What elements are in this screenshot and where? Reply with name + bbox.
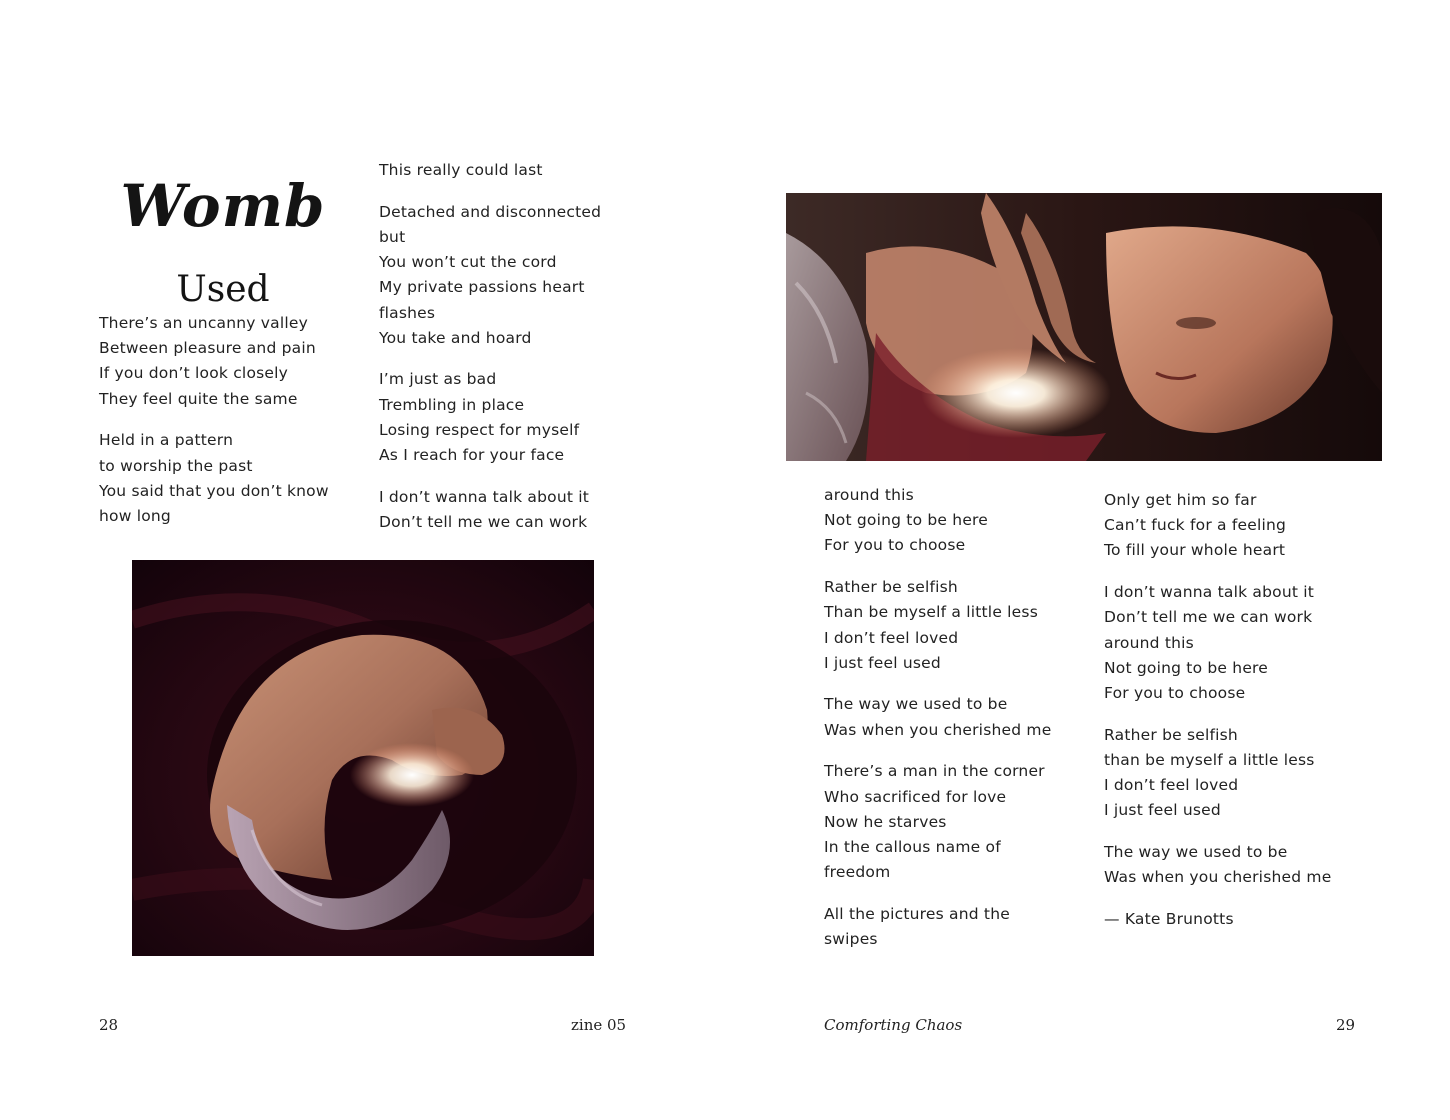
poem-stanza — [379, 485, 639, 535]
poem-stanza — [824, 759, 1084, 885]
poem-line: Trembling in place — [379, 395, 525, 414]
poem-line: Losing respect for myself — [379, 420, 580, 439]
poem-line: I just feel used — [824, 653, 941, 672]
page-number-left: 28 — [99, 1016, 119, 1034]
poem-line: I just feel used — [1104, 801, 1221, 820]
poem-stanza — [379, 200, 639, 351]
poem-stanza — [379, 367, 639, 468]
poem-line: There’s an uncanny valley — [99, 314, 308, 332]
poem-line: For you to choose — [824, 536, 966, 555]
poem-line: You take and hoard — [379, 328, 532, 347]
poem-line: Was when you cherished me — [824, 720, 1052, 739]
poem-line: Rather be selfish — [1104, 725, 1238, 744]
poem-stanza — [824, 692, 1084, 742]
poem-line: This really could last — [379, 161, 543, 179]
poem-line: Now he starves — [824, 812, 947, 831]
poem-line: You said that you don’t know — [99, 481, 329, 500]
poem-column-3 — [824, 483, 1084, 952]
page-number-right: 29 — [1336, 1016, 1356, 1034]
poem-stanza — [379, 158, 639, 183]
poem-stanza — [99, 428, 359, 529]
poem-line: than be myself a little less — [1104, 750, 1315, 769]
poem-line: Not going to be here — [824, 511, 989, 530]
poem-line: You won’t cut the cord — [379, 253, 557, 272]
poem-stanza — [1104, 580, 1364, 706]
poem-line: Between pleasure and pain — [99, 339, 316, 358]
poem-line: The way we used to be — [824, 695, 1008, 714]
poem-line: They feel quite the same — [99, 389, 298, 408]
poem-line: but — [379, 227, 406, 246]
poem-line: For you to choose — [1104, 683, 1246, 702]
poem-line: Detached and disconnected — [379, 202, 602, 221]
poem-line: To fill your whole heart — [1104, 541, 1286, 560]
poem-column-1 — [99, 311, 359, 529]
poem-line: I’m just as bad — [379, 370, 497, 389]
poem-line: Rather be selfish — [824, 578, 958, 597]
poem-line: There’s a man in the corner — [824, 762, 1045, 781]
poem-line: I don’t wanna talk about it — [1104, 583, 1315, 602]
face-closeup-photo — [786, 193, 1382, 461]
poem-stanza — [824, 483, 1084, 559]
poem-line: around this — [824, 486, 914, 504]
poem-stanza — [1104, 840, 1364, 890]
poem-line: Held in a pattern — [99, 431, 234, 450]
poem-line: — Kate Brunotts — [1104, 909, 1234, 928]
poem-title: Used — [176, 269, 270, 310]
poem-line: If you don’t look closely — [99, 364, 289, 383]
curled-figure-photo — [132, 560, 594, 956]
poem-line: Who sacrificed for love — [824, 787, 1007, 806]
poem-line: As I reach for your face — [379, 446, 565, 465]
poem-line: flashes — [379, 303, 436, 322]
poem-stanza — [824, 575, 1084, 676]
poem-line: Can’t fuck for a feeling — [1104, 516, 1287, 535]
poem-line: I don’t wanna talk about it — [379, 487, 590, 506]
poem-stanza — [1104, 907, 1364, 932]
poem-line: In the callous name of — [824, 837, 1001, 856]
poem-stanza — [99, 311, 359, 412]
zine-label: zine 05 — [571, 1016, 627, 1034]
poem-line: Not going to be here — [1104, 658, 1269, 677]
poem-line: swipes — [824, 930, 878, 949]
poem-line: My private passions heart — [379, 278, 585, 297]
poem-line: All the pictures and the — [824, 904, 1010, 923]
poem-line: I don’t feel loved — [1104, 776, 1239, 795]
poem-line: Than be myself a little less — [824, 603, 1038, 622]
magazine-title: Comforting Chaos — [824, 1016, 963, 1034]
poem-line: I don’t feel loved — [824, 628, 959, 647]
poem-column-4 — [1104, 488, 1364, 932]
poem-line: around this — [1104, 633, 1194, 652]
poem-line: to worship the past — [99, 456, 253, 475]
section-title: Womb — [120, 172, 326, 240]
poem-line: Was when you cherished me — [1104, 868, 1332, 887]
poem-line: freedom — [824, 863, 891, 882]
poem-stanza — [824, 902, 1084, 952]
poem-line: how long — [99, 506, 171, 525]
poem-line: Don’t tell me we can work — [1104, 608, 1313, 627]
poem-stanza — [1104, 488, 1364, 564]
poem-stanza — [1104, 723, 1364, 824]
poem-column-2 — [379, 158, 639, 535]
poem-line: The way we used to be — [1104, 842, 1288, 861]
poem-line: Only get him so far — [1104, 491, 1257, 509]
poem-line: Don’t tell me we can work — [379, 512, 588, 531]
